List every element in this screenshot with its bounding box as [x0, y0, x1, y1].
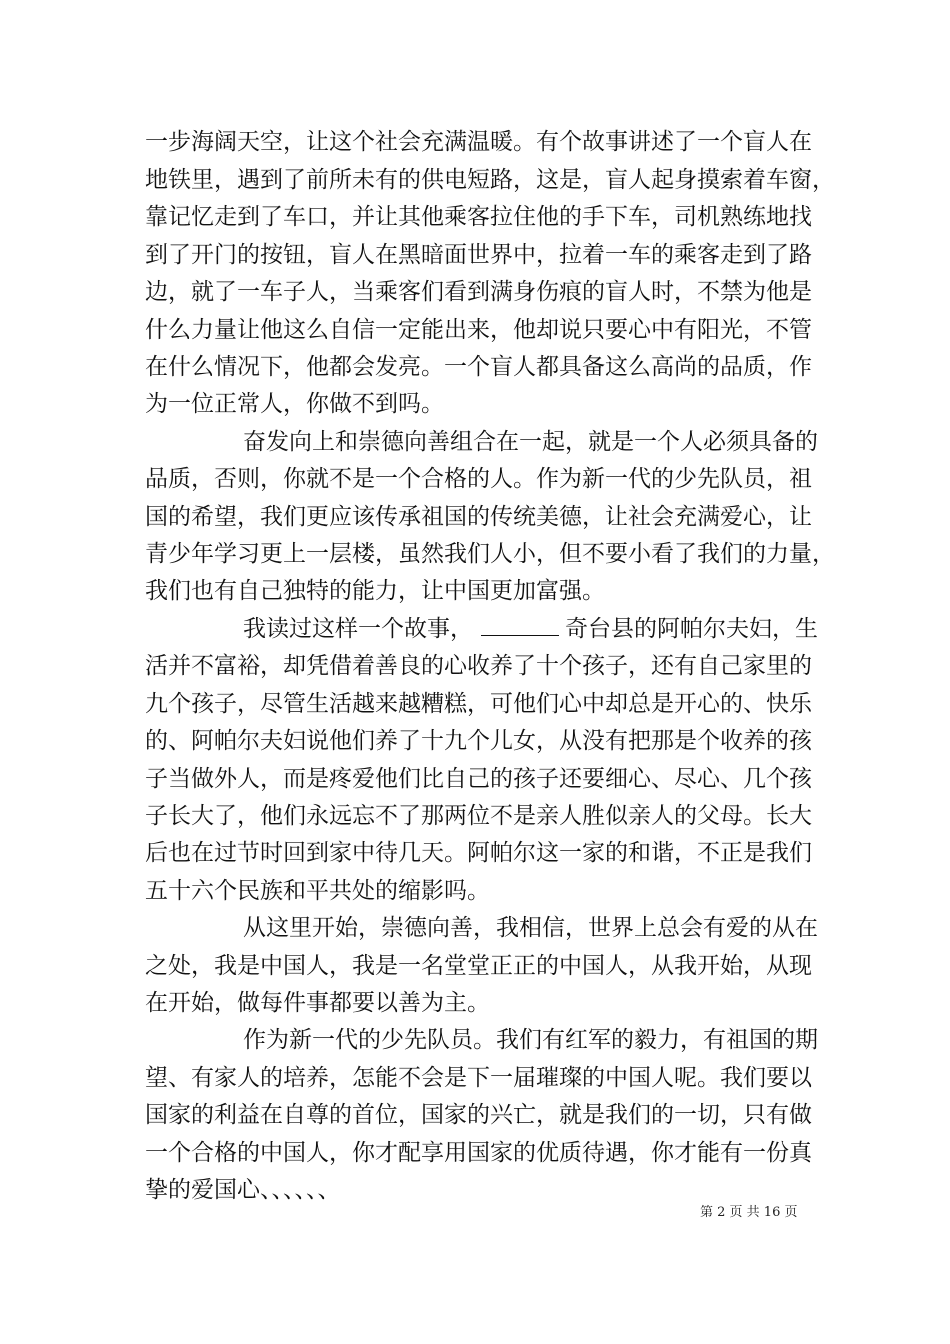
text-line: 的、阿帕尔夫妇说他们养了十九个儿女，从没有把那是个收养的孩 — [145, 728, 812, 754]
text-line: 我们也有自己独特的能力，让中国更加富强。 — [145, 578, 605, 604]
paragraph-first-line: 从这里开始，崇德向善，我相信，世界上总会有爱的从在 — [243, 915, 818, 941]
text-line: 一个合格的中国人，你才配享用国家的优质待遇，你才能有一份真 — [145, 1140, 812, 1166]
text-segment: 我读过这样一个故事， — [243, 616, 473, 642]
fill-in-blank — [481, 615, 559, 636]
text-line: 到了开门的按钮，盲人在黑暗面世界中，拉着一车的乘客走到了路 — [145, 242, 812, 268]
text-line: 五十六个民族和平共处的缩影吗。 — [145, 878, 490, 904]
text-line: 边，就了一车子人，当乘客们看到满身伤痕的盲人时，不禁为他是 — [145, 279, 812, 305]
text-line: 挚的爱国心、、、、、、 — [145, 1177, 341, 1203]
text-line: 国的希望，我们更应该传承祖国的传统美德，让社会充满爱心，让 — [145, 504, 812, 530]
text-line: 望、有家人的培养，怎能不会是下一届璀璨的中国人呢。我们要以 — [145, 1065, 812, 1091]
text-line: 什么力量让他这么自信一定能出来，他却说只要心中有阳光，不管 — [145, 317, 812, 343]
paragraph-first-line: 奋发向上和崇德向善组合在一起，就是一个人必须具备的 — [243, 429, 818, 455]
text-line: 一步海阔天空，让这个社会充满温暖。有个故事讲述了一个盲人在 — [145, 129, 812, 155]
text-line: 九个孩子，尽管生活越来越糟糕，可他们心中却总是开心的、快乐 — [145, 691, 812, 717]
text-line: 靠记忆走到了车口，并让其他乘客拉住他的手下车，司机熟练地找 — [145, 204, 812, 230]
text-line: 国家的利益在自尊的首位，国家的兴亡，就是我们的一切，只有做 — [145, 1102, 812, 1128]
text-line: 青少年学习更上一层楼，虽然我们人小，但不要小看了我们的力量， — [145, 541, 835, 567]
text-line: 地铁里，遇到了前所未有的供电短路，这是，盲人起身摸索着车窗， — [145, 167, 835, 193]
text-line: 之处，我是中国人，我是一名堂堂正正的中国人，从我开始，从现 — [145, 953, 812, 979]
text-line: 子当做外人，而是疼爱他们比自己的孩子还要细心、尽心、几个孩 — [145, 766, 812, 792]
text-segment: 奇台县的阿帕尔夫妇，生 — [565, 616, 818, 642]
text-line: 后也在过节时回到家中待几天。阿帕尔这一家的和谐，不正是我们 — [145, 840, 812, 866]
text-line: 子长大了，他们永远忘不了那两位不是亲人胜似亲人的父母。长大 — [145, 803, 812, 829]
text-line: 为一位正常人，你做不到吗。 — [145, 391, 444, 417]
text-line: 在开始，做每件事都要以善为主。 — [145, 990, 490, 1016]
text-line: 活并不富裕，却凭借着善良的心收养了十个孩子，还有自己家里的 — [145, 653, 812, 679]
paragraph-first-line: 作为新一代的少先队员。我们有红军的毅力，有祖国的期 — [243, 1027, 818, 1053]
text-line: 在什么情况下，他都会发亮。一个盲人都具备这么高尚的品质，作 — [145, 354, 812, 380]
text-line: 品质，否则，你就不是一个合格的人。作为新一代的少先队员，祖 — [145, 466, 812, 492]
page-number: 第 2 页 共 16 页 — [700, 1205, 798, 1220]
paragraph-first-line — [243, 614, 825, 644]
